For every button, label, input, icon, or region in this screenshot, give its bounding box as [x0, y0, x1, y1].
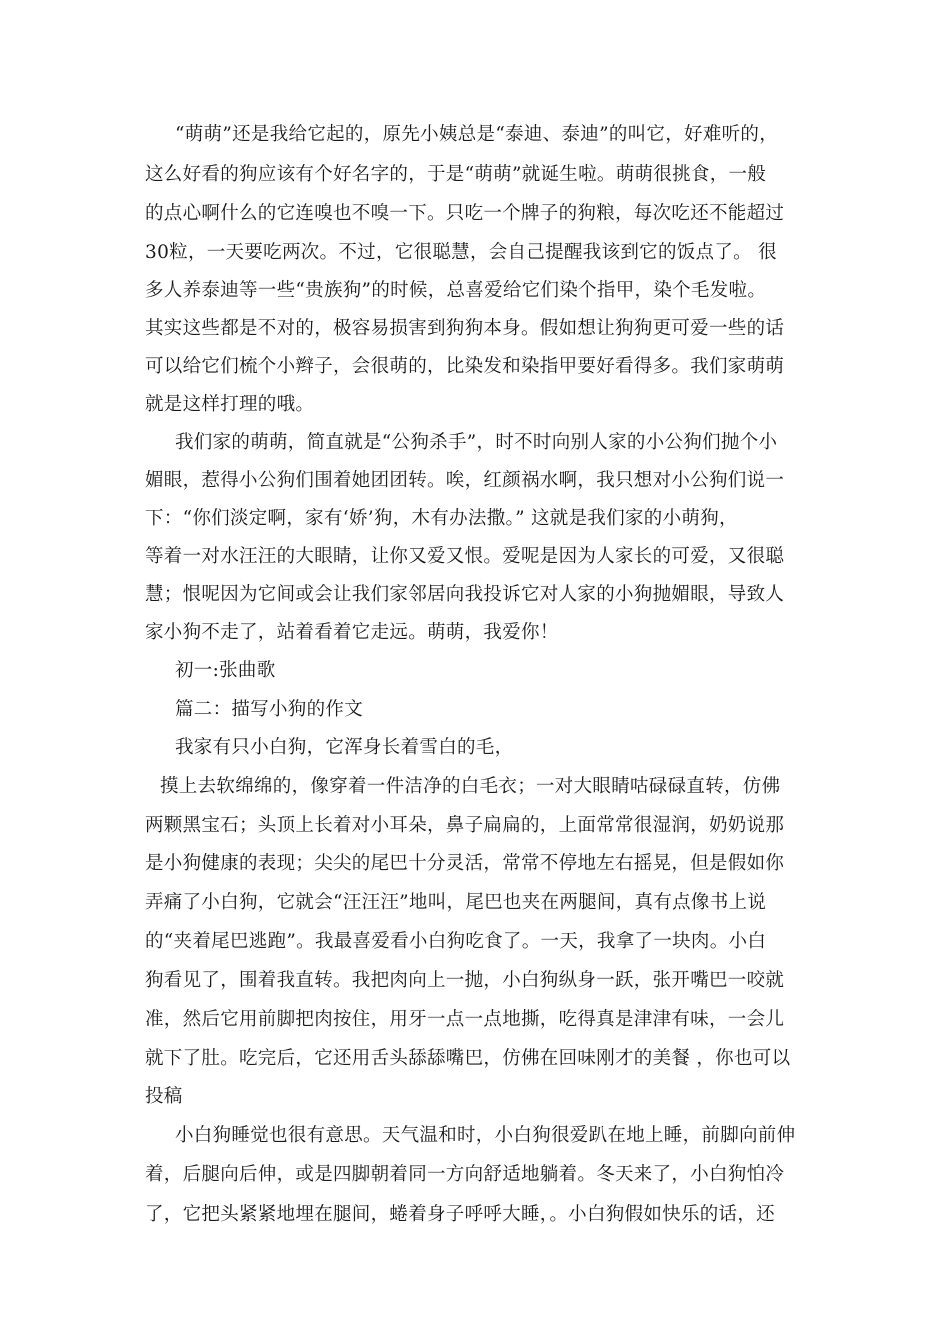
text-line: 慧；恨呢因为它间或会让我们家邻居向我投诉它对人家的小狗抛媚眼，导致人	[145, 584, 785, 605]
text-line: 两颗黑宝石；头顶上长着对小耳朵，鼻子扁扁的，上面常常很湿润，奶奶说那	[145, 815, 785, 836]
text-line: 狗看见了，围着我直转。我把肉向上一抛，小白狗纵身一跃，张开嘴巴一咬就	[145, 970, 785, 991]
text-line: 其实这些都是不对的，极容易损害到狗狗本身。假如想让狗狗更可爱一些的话	[145, 318, 785, 339]
text-line: 下：“你们淡定啊，家有‘娇’狗，木有办法撒。” 这就是我们家的小萌狗，	[145, 508, 738, 529]
text-line: “萌萌”还是我给它起的，原先小姨总是“泰迪、泰迪”的叫它，好难听的，	[175, 124, 779, 145]
text-line: 的点心啊什么的它连嗅也不嗅一下。只吃一个牌子的狗粮，每次吃还不能超过	[145, 203, 785, 224]
text-line: 可以给它们梳个小辫子，会很萌的，比染发和染指甲要好看得多。我们家萌萌	[145, 356, 785, 377]
text-line: 小白狗睡觉也很有意思。天气温和时，小白狗很爱趴在地上睡，前脚向前伸	[175, 1125, 796, 1146]
text-line: 我家有只小白狗，它浑身长着雪白的毛，	[175, 737, 514, 758]
text-line: 摸上去软绵绵的，像穿着一件洁净的白毛衣；一对大眼睛咕碌碌直转，仿佛	[160, 776, 781, 797]
text-line: 投稿	[145, 1086, 183, 1107]
text-line: 家小狗不走了，站着看着它走远。萌萌，我爱你！	[145, 622, 559, 643]
text-line: 准，然后它用前脚把肉按住，用牙一点一点地撕，吃得真是津津有味，一会儿	[145, 1009, 785, 1030]
text-line: 我们家的萌萌，简直就是“公狗杀手”，时不时向别人家的小公狗们抛个小	[175, 432, 778, 453]
text-line: 等着一对水汪汪的大眼睛，让你又爱又恨。爱呢是因为人家长的可爱，又很聪	[145, 546, 785, 567]
section-heading: 篇二：描写小狗的作文	[175, 699, 364, 720]
text-line: 的“夹着尾巴逃跑”。我最喜爱看小白狗吃食了。一天，我拿了一块肉。小白	[145, 931, 767, 952]
text-line: 是小狗健康的表现；尖尖的尾巴十分灵活，常常不停地左右摇晃，但是假如你	[145, 853, 785, 874]
author-line: 初一:张曲歌	[175, 660, 276, 681]
text-line: 就是这样打理的哦。	[145, 394, 315, 415]
text-line: 这么好看的狗应该有个好名字的，于是“萌萌”就诞生啦。萌萌很挑食，一般	[145, 164, 767, 185]
text-line: 弄痛了小白狗，它就会“汪汪汪”地叫，尾巴也夹在两腿间，真有点像书上说	[145, 892, 767, 913]
text-line: 就下了肚。吃完后，它还用舌头舔舔嘴巴，仿佛在回味刚才的美餐 ，你也可以	[145, 1048, 791, 1069]
text-line: 媚眼，惹得小公狗们围着她团团转。唉，红颜祸水啊，我只想对小公狗们说一	[145, 470, 785, 491]
text-line: 多人养泰迪等一些“贵族狗”的时候，总喜爱给它们染个指甲，染个毛发啦。	[145, 280, 767, 301]
text-line: 了，它把头紧紧地埋在腿间，蜷着身子呼呼大睡，。小白狗假如快乐的话，还	[145, 1204, 775, 1225]
text-line: 30粒，一天要吃两次。不过，它很聪慧，会自己提醒我该到它的饭点了。 很	[145, 242, 777, 263]
text-line: 着，后腿向后伸，或是四脚朝着同一方向舒适地躺着。冬天来了，小白狗怕冷	[145, 1164, 785, 1185]
